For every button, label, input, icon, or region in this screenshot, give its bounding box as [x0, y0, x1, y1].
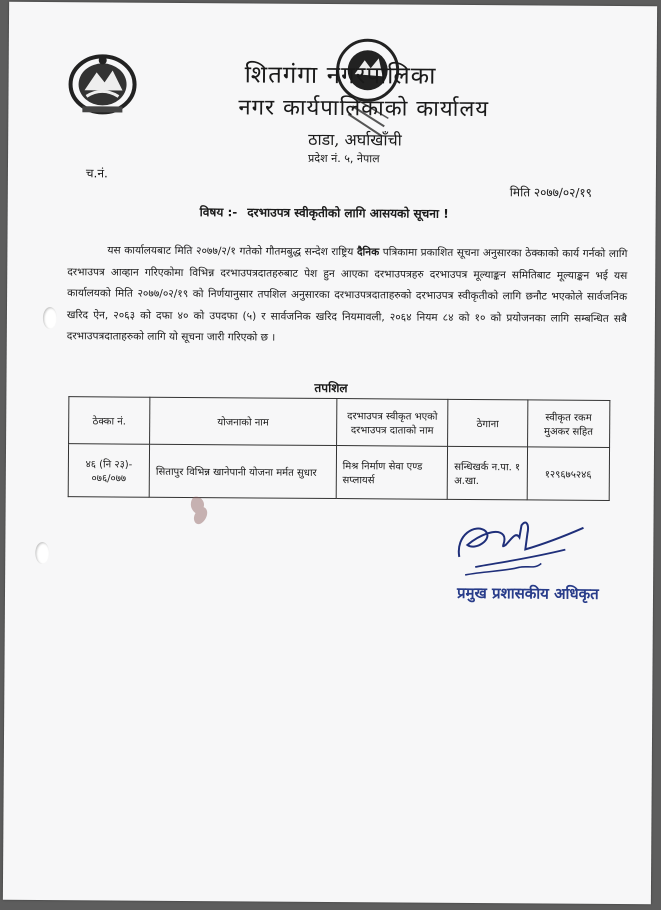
header-contract-no: ठेक्का नं.: [69, 397, 150, 445]
cell-address: सन्धिखर्क न.पा. १ अ.खा.: [448, 446, 528, 500]
reference-number-label: च.नं.: [85, 166, 108, 181]
schedule-title: तपशिल: [314, 380, 348, 396]
body-text-part2: पत्रिकामा प्रकाशित सूचना अनुसारका ठेक्काको कार्य गर्नको लागि दरभाउपत्र आव्हान गरिएकोमा विभिन्न दरभाउपत्रदातहरुबाट पेश हुन आएका दरभाउपत्रहरु दरभाउपत्र मूल्याङ्कन समितिबाट मूल्याङ्कन भई यस कार्यालयको मिति २०७७/०२/१९ को निर्णयानुसार तपशिल अनुसारका दरभाउपत्रदाताहरुको दरभाउपत्र स्वीकृतीको लागि छनौट भएकोले सार्वजनिक खरिद ऐन, २०६३ को दफा ४० को उपदफा (५) र सार्वजनिक खरिद नियमावली, २०६४ नियम ८४ को १० को प्रयोजनका लागि सम्बन्धित सबै दरभाउपत्रदाताहरुको लागि यो सूचना जारी गरिएको छ ।: [66, 246, 628, 344]
notice-body: [67, 240, 628, 351]
subject-text: दरभाउपत्र स्वीकृतीको लागि आसयको सूचना !: [247, 205, 449, 221]
cell-project-name: सितापुर विभिन्न खानेपानी योजना मर्मत सुधार: [149, 444, 336, 498]
office-name: नगर कार्यपालिकाको कार्यालय: [238, 95, 490, 123]
newspaper-name: दैनिक: [356, 246, 380, 259]
header-address: ठेगाना: [448, 399, 528, 447]
municipality-name: शितगंगा नगरपालिका: [244, 60, 437, 90]
officer-designation: प्रमुख प्रशासकीय अधिकृत: [456, 583, 599, 603]
office-location: ठाडा, अर्घाखाँची: [308, 129, 402, 150]
province-line: प्रदेश नं. ५, नेपाल: [308, 151, 380, 166]
punch-hole: [43, 307, 57, 329]
punch-hole: [35, 542, 49, 564]
subject-line: [200, 203, 449, 222]
subject-label: विषय :-: [199, 205, 238, 220]
table-header-row: [69, 397, 610, 448]
header-bidder-name: दरभाउपत्र स्वीकृत भएको दरभाउपत्र दाताको नाम: [336, 399, 448, 447]
body-text-part1: यस कार्यालयबाट मिति २०७७/२/१ गतेको गौतमबुद्ध सन्देश राष्ट्रिय: [107, 244, 354, 259]
schedule-table: [68, 396, 611, 501]
letter-date: मिति २०७७/०२/१९: [509, 185, 592, 200]
header-project-name: योजनाको नाम: [150, 397, 337, 445]
ink-smudge: [185, 493, 215, 529]
table-row: [68, 444, 609, 501]
cell-bidder-name: मिश्र निर्माण सेवा एण्ड सप्लायर्स: [336, 446, 448, 500]
cell-contract-no: ४६ (नि २३)- ०७६/०७७: [68, 444, 149, 498]
nepal-emblem-icon: [66, 50, 138, 117]
cell-approved-amount: १२९६७५२४६: [527, 447, 610, 501]
letter-page: [3, 2, 657, 905]
header-approved-amount: स्वीकृत रकम मुअकर सहित: [527, 400, 610, 448]
handwritten-signature: [445, 505, 596, 586]
